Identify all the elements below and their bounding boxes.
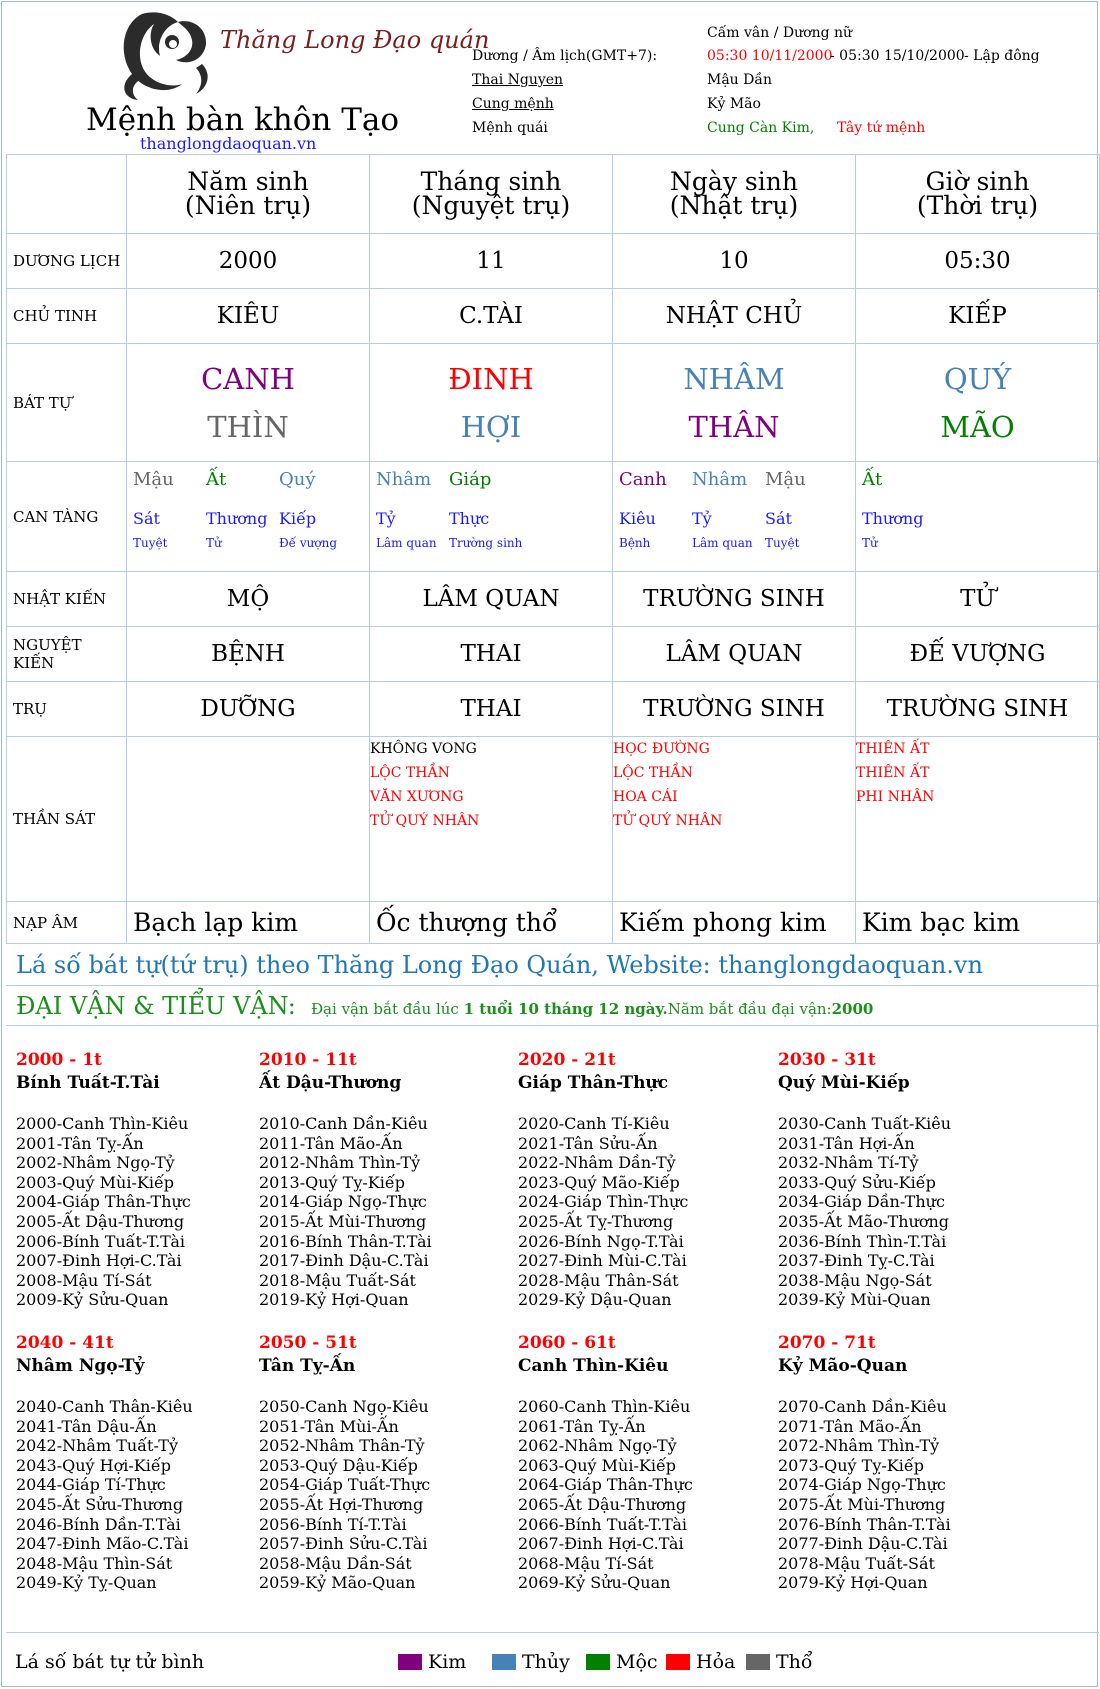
value-cell: DƯỠNG bbox=[127, 682, 370, 737]
period-heading: 2020 - 21t bbox=[518, 1050, 616, 1070]
legend-item bbox=[492, 1651, 570, 1673]
year-item: 2038-Mậu Ngọ-Sát bbox=[778, 1270, 932, 1290]
year-item: 2051-Tân Mùi-Ấn bbox=[259, 1416, 399, 1436]
brand-text: Thăng Long Đạo quán bbox=[220, 26, 490, 54]
year-item: 2032-Nhâm Tí-Tỷ bbox=[778, 1153, 919, 1173]
can-tang-cell bbox=[613, 462, 856, 572]
year-item: 2062-Nhâm Ngọ-Tỷ bbox=[518, 1436, 677, 1456]
year-item: 2041-Tân Dậu-Ấn bbox=[16, 1416, 157, 1436]
dai-van-header bbox=[6, 986, 1099, 1026]
year-item: 2000-Canh Thìn-Kiêu bbox=[16, 1114, 189, 1133]
legend-swatch bbox=[666, 1654, 690, 1670]
year-item: 2014-Giáp Ngọ-Thực bbox=[259, 1192, 427, 1212]
year-item: 2030-Canh Tuất-Kiêu bbox=[778, 1114, 952, 1133]
pillar-cell bbox=[613, 344, 856, 462]
year-item: 2016-Bính Thân-T.Tài bbox=[259, 1231, 432, 1251]
year-item: 2009-Kỷ Sửu-Quan bbox=[16, 1290, 169, 1310]
year-item: 2068-Mậu Tí-Sát bbox=[518, 1553, 654, 1573]
year-list bbox=[518, 1114, 768, 1310]
menh-quai-label: Mệnh quái bbox=[472, 120, 548, 136]
year-item: 2024-Giáp Thìn-Thực bbox=[518, 1192, 689, 1212]
year-item: 2072-Nhâm Thìn-Tỷ bbox=[778, 1436, 940, 1456]
year-item: 2028-Mậu Thân-Sát bbox=[518, 1270, 679, 1290]
row-label: TRỤ bbox=[7, 682, 127, 737]
heavenly-stem: NHÂM bbox=[683, 361, 785, 396]
year-item: 2007-Đinh Hợi-C.Tài bbox=[16, 1251, 182, 1271]
year-item: 2015-Ất Mùi-Thương bbox=[259, 1211, 427, 1231]
year-item: 2076-Bính Thân-T.Tài bbox=[778, 1514, 951, 1534]
place-value: Mậu Dần bbox=[707, 72, 772, 88]
chu-tinh-row bbox=[7, 289, 1100, 344]
heavenly-stem: CANH bbox=[201, 361, 295, 396]
person-info: Cấm vân / Dương nữ bbox=[707, 25, 853, 41]
than-sat-item: TỬ QUÝ NHÂN bbox=[613, 813, 723, 829]
dai-van-period bbox=[778, 1331, 1028, 1593]
than-sat-cell bbox=[856, 737, 1100, 902]
value-cell: MỘ bbox=[127, 572, 370, 627]
nap-am-cell: Bạch lạp kim bbox=[127, 902, 370, 944]
value-cell: THAI bbox=[370, 682, 613, 737]
than-sat-item: HOA CÁI bbox=[613, 789, 678, 805]
solar-date: 05:30 10/11/2000 bbox=[707, 48, 833, 64]
year-item: 2019-Kỷ Hợi-Quan bbox=[259, 1290, 409, 1310]
year-list bbox=[16, 1397, 266, 1593]
than-sat-cell bbox=[613, 737, 856, 902]
dai-van-period bbox=[16, 1048, 266, 1310]
hidden-stem: Ất bbox=[862, 468, 883, 490]
row-label: NHẬT KIẾN bbox=[7, 572, 127, 627]
year-item: 2002-Nhâm Ngọ-Tỷ bbox=[16, 1153, 175, 1173]
year-item: 2070-Canh Dần-Kiêu bbox=[778, 1397, 947, 1416]
earthly-branch: THÂN bbox=[688, 409, 780, 444]
earthly-branch: MÃO bbox=[940, 409, 1015, 444]
hidden-stem-stage: Tuyệt bbox=[133, 535, 168, 550]
than-sat-item: TỬ QUÝ NHÂN bbox=[370, 813, 480, 829]
row-label: DƯƠNG LỊCH bbox=[7, 234, 127, 289]
period-heading: 2010 - 11t bbox=[259, 1050, 357, 1070]
value-cell: TRƯỜNG SINH bbox=[613, 682, 856, 737]
year-item: 2077-Đinh Dậu-C.Tài bbox=[778, 1534, 948, 1554]
year-item: 2054-Giáp Tuất-Thực bbox=[259, 1475, 431, 1495]
value-cell: LÂM QUAN bbox=[370, 572, 613, 627]
value-cell: KIÊU bbox=[127, 289, 370, 344]
than-sat-row bbox=[7, 737, 1100, 902]
hidden-stem-stage: Tuyệt bbox=[765, 535, 800, 550]
year-item: 2006-Bính Tuất-T.Tài bbox=[16, 1231, 186, 1251]
calendar-label: Dương / Âm lịch(GMT+7): bbox=[472, 48, 658, 64]
value-cell: THAI bbox=[370, 627, 613, 682]
hidden-stem: Giáp bbox=[449, 468, 492, 490]
hidden-stem-god: Kiếp bbox=[279, 508, 317, 528]
hidden-stem-god: Thương bbox=[206, 508, 268, 528]
pillar-cell bbox=[856, 344, 1100, 462]
year-item: 2071-Tân Mão-Ấn bbox=[778, 1416, 922, 1436]
than-sat-cell bbox=[127, 737, 370, 902]
legend-swatch bbox=[586, 1654, 610, 1670]
row-label: CHỦ TINH bbox=[7, 289, 127, 344]
year-item: 2035-Ất Mão-Thương bbox=[778, 1211, 950, 1231]
hidden-stem: Mậu bbox=[765, 468, 806, 490]
than-sat-item: THIÊN ẤT bbox=[856, 741, 930, 757]
legend-item bbox=[586, 1651, 658, 1673]
year-item: 2034-Giáp Dần-Thực bbox=[778, 1192, 945, 1212]
nap-am-cell: Ốc thượng thổ bbox=[370, 902, 613, 944]
year-item: 2043-Quý Hợi-Kiếp bbox=[16, 1455, 171, 1475]
than-sat-item: VĂN XƯƠNG bbox=[370, 789, 464, 805]
hidden-stem: Nhâm bbox=[692, 468, 748, 490]
cung-menh-label: Cung mệnh bbox=[472, 96, 554, 112]
legend-swatch bbox=[398, 1654, 422, 1670]
footer-label: Lá số bát tự tử bình bbox=[15, 1651, 205, 1673]
than-sat-item: LỘC THẦN bbox=[370, 765, 450, 781]
than-sat-item: KHÔNG VONG bbox=[370, 741, 477, 757]
hidden-stem-god: Kiêu bbox=[619, 508, 656, 528]
pillar-cell bbox=[127, 344, 370, 462]
year-item: 2008-Mậu Tí-Sát bbox=[16, 1270, 152, 1290]
nhat-kien-row bbox=[7, 572, 1100, 627]
year-item: 2056-Bính Tí-T.Tài bbox=[259, 1514, 407, 1534]
year-item: 2048-Mậu Thìn-Sát bbox=[16, 1553, 173, 1573]
year-item: 2029-Kỷ Dậu-Quan bbox=[518, 1290, 672, 1310]
year-item: 2047-Đinh Mão-C.Tài bbox=[16, 1534, 189, 1554]
than-sat-item: PHI NHÂN bbox=[856, 789, 935, 805]
legend-label: Hỏa bbox=[696, 1651, 736, 1673]
pillar-cell bbox=[370, 344, 613, 462]
hidden-stem: Ất bbox=[206, 468, 227, 490]
value-cell: NHẬT CHỦ bbox=[613, 289, 856, 344]
year-item: 2017-Đinh Dậu-C.Tài bbox=[259, 1251, 429, 1271]
hidden-stem-stage: Bệnh bbox=[619, 535, 651, 550]
year-item: 2012-Nhâm Thìn-Tỷ bbox=[259, 1153, 421, 1173]
banner-row bbox=[6, 944, 1099, 986]
hidden-stem-stage: Trường sinh bbox=[449, 535, 523, 550]
page-title: Mệnh bàn khôn Tạo bbox=[86, 102, 400, 138]
nap-am-row bbox=[7, 902, 1100, 944]
than-sat-item: LỘC THẦN bbox=[613, 765, 693, 781]
period-pillar: Ất Dậu-Thương bbox=[259, 1073, 402, 1093]
value-cell: BỆNH bbox=[127, 627, 370, 682]
than-sat-item: THIÊN ẤT bbox=[856, 765, 930, 781]
can-tang-row bbox=[7, 462, 1100, 572]
hidden-stem-stage: Tử bbox=[206, 535, 222, 550]
value-cell: 05:30 bbox=[856, 234, 1100, 289]
year-item: 2020-Canh Tí-Kiêu bbox=[518, 1114, 670, 1133]
legend-label: Thủy bbox=[522, 1651, 570, 1673]
hidden-stem: Nhâm bbox=[376, 468, 432, 490]
period-pillar: Kỷ Mão-Quan bbox=[778, 1356, 908, 1376]
heavenly-stem: QUÝ bbox=[943, 361, 1012, 396]
hidden-stem: Mậu bbox=[133, 468, 174, 490]
pillars-table bbox=[6, 154, 1100, 944]
year-item: 2053-Quý Dậu-Kiếp bbox=[259, 1455, 418, 1475]
year-item: 2003-Quý Mùi-Kiếp bbox=[16, 1172, 175, 1192]
nap-am-cell: Kim bạc kim bbox=[856, 902, 1100, 944]
website-link[interactable]: thanglongdaoquan.vn bbox=[140, 134, 317, 153]
year-item: 2045-Ất Sửu-Thương bbox=[16, 1494, 184, 1514]
year-item: 2004-Giáp Thân-Thực bbox=[16, 1192, 191, 1212]
row-label: CAN TÀNG bbox=[7, 462, 127, 572]
period-heading: 2000 - 1t bbox=[16, 1050, 102, 1070]
col-day: Ngày sinh (Nhật trụ) bbox=[613, 155, 856, 234]
col-hour: Giờ sinh (Thời trụ) bbox=[856, 155, 1100, 234]
year-item: 2022-Nhâm Dần-Tỷ bbox=[518, 1153, 676, 1173]
tru-row bbox=[7, 682, 1100, 737]
can-tang-cell bbox=[370, 462, 613, 572]
period-pillar: Quý Mùi-Kiếp bbox=[778, 1073, 910, 1093]
row-label: NGUYỆT KIẾN bbox=[7, 627, 127, 682]
dai-van-period bbox=[518, 1331, 768, 1593]
dragon-logo bbox=[112, 4, 490, 102]
dai-van-title: ĐẠI VẬN & TIỂU VẬN: bbox=[16, 992, 296, 1020]
period-pillar: Giáp Thân-Thực bbox=[518, 1073, 669, 1093]
dai-van-period bbox=[16, 1331, 266, 1593]
year-item: 2058-Mậu Dần-Sát bbox=[259, 1553, 412, 1573]
year-item: 2044-Giáp Tí-Thực bbox=[16, 1475, 166, 1495]
value-cell: 2000 bbox=[127, 234, 370, 289]
year-item: 2011-Tân Mão-Ấn bbox=[259, 1133, 403, 1153]
year-item: 2066-Bính Tuất-T.Tài bbox=[518, 1514, 688, 1534]
year-item: 2023-Quý Mão-Kiếp bbox=[518, 1172, 680, 1192]
earthly-branch: HỢI bbox=[460, 409, 522, 444]
period-heading: 2070 - 71t bbox=[778, 1333, 876, 1353]
hidden-stem-stage: Lâm quan bbox=[376, 535, 437, 550]
can-tang-cell bbox=[127, 462, 370, 572]
than-sat-cell bbox=[370, 737, 613, 902]
nguyet-kien-row bbox=[7, 627, 1100, 682]
cung-menh-value: Kỷ Mão bbox=[707, 96, 761, 112]
year-item: 2033-Quý Sửu-Kiếp bbox=[778, 1172, 936, 1192]
can-tang-cell bbox=[856, 462, 1100, 572]
value-cell: 10 bbox=[613, 234, 856, 289]
year-item: 2001-Tân Tỵ-Ấn bbox=[16, 1133, 144, 1153]
year-item: 2057-Đinh Sửu-C.Tài bbox=[259, 1534, 428, 1554]
period-pillar: Canh Thìn-Kiêu bbox=[518, 1356, 669, 1376]
row-label: NẠP ÂM bbox=[7, 902, 127, 944]
year-item: 2055-Ất Hợi-Thương bbox=[259, 1494, 424, 1514]
year-list bbox=[778, 1397, 1028, 1593]
lunar-date: - 05:30 15/10/2000 bbox=[830, 48, 965, 64]
year-item: 2026-Bính Ngọ-T.Tài bbox=[518, 1231, 684, 1251]
hidden-stem-god: Tỷ bbox=[376, 508, 396, 528]
legend-label: Thổ bbox=[776, 1651, 813, 1673]
col-year: Năm sinh (Niên trụ) bbox=[127, 155, 370, 234]
year-item: 2042-Nhâm Tuất-Tỷ bbox=[16, 1436, 178, 1456]
dai-van-period bbox=[778, 1048, 1028, 1310]
year-list bbox=[259, 1397, 509, 1593]
year-item: 2039-Kỷ Mùi-Quan bbox=[778, 1290, 931, 1310]
year-item: 2079-Kỷ Hợi-Quan bbox=[778, 1573, 928, 1593]
legend-swatch bbox=[746, 1654, 770, 1670]
year-item: 2060-Canh Thìn-Kiêu bbox=[518, 1397, 691, 1416]
period-heading: 2030 - 31t bbox=[778, 1050, 876, 1070]
earthly-branch: THÌN bbox=[207, 409, 289, 444]
hidden-stem-stage: Lâm quan bbox=[692, 535, 753, 550]
hidden-stem-god: Thực bbox=[449, 508, 490, 528]
hidden-stem-stage: Đế vượng bbox=[279, 535, 338, 550]
banner-text: Lá số bát tự(tứ trụ) theo Thăng Long Đạo Quán, Website: thanglongdaoquan.vn bbox=[16, 951, 983, 979]
footer bbox=[6, 1632, 1099, 1685]
year-item: 2027-Đinh Mùi-C.Tài bbox=[518, 1251, 687, 1271]
year-item: 2018-Mậu Tuất-Sát bbox=[259, 1270, 416, 1290]
hidden-stem-god: Thương bbox=[862, 508, 924, 528]
year-item: 2005-Ất Dậu-Thương bbox=[16, 1211, 185, 1231]
menh-quai-value: Cung Càn Kim, bbox=[707, 120, 815, 136]
year-item: 2061-Tân Tỵ-Ấn bbox=[518, 1416, 646, 1436]
year-item: 2010-Canh Dần-Kiêu bbox=[259, 1114, 428, 1133]
year-list bbox=[778, 1114, 1028, 1310]
legend-item bbox=[398, 1651, 466, 1673]
year-item: 2075-Ất Mùi-Thương bbox=[778, 1494, 946, 1514]
year-item: 2074-Giáp Ngọ-Thực bbox=[778, 1475, 946, 1495]
dai-van-note: Đại vận bắt đầu lúc 1 tuổi 10 tháng 12 ngày.Năm bắt đầu đại vận:2000 bbox=[310, 1000, 874, 1018]
year-item: 2049-Kỷ Tỵ-Quan bbox=[16, 1573, 157, 1593]
year-item: 2031-Tân Hợi-Ấn bbox=[778, 1133, 915, 1153]
year-item: 2046-Bính Dần-T.Tài bbox=[16, 1514, 181, 1534]
year-item: 2021-Tân Sửu-Ấn bbox=[518, 1133, 658, 1153]
year-item: 2063-Quý Mùi-Kiếp bbox=[518, 1455, 677, 1475]
legend-item bbox=[666, 1651, 735, 1673]
hidden-stem-god: Sát bbox=[765, 508, 792, 528]
hidden-stem-god: Sát bbox=[133, 508, 160, 528]
value-cell: LÂM QUAN bbox=[613, 627, 856, 682]
bat-tu-row bbox=[7, 344, 1100, 462]
period-pillar: Tân Tỵ-Ấn bbox=[259, 1356, 356, 1376]
legend-item bbox=[746, 1651, 813, 1673]
year-item: 2036-Bính Thìn-T.Tài bbox=[778, 1231, 947, 1251]
year-item: 2064-Giáp Thân-Thực bbox=[518, 1475, 693, 1495]
year-list bbox=[259, 1114, 509, 1310]
dai-van-period bbox=[518, 1048, 768, 1310]
menh-quai-group: Tây tứ mệnh bbox=[837, 120, 926, 136]
year-item: 2013-Quý Tỵ-Kiếp bbox=[259, 1172, 405, 1192]
corner-cell bbox=[7, 155, 127, 234]
value-cell: C.TÀI bbox=[370, 289, 613, 344]
year-list bbox=[518, 1397, 768, 1593]
hidden-stem: Canh bbox=[619, 468, 667, 490]
year-item: 2040-Canh Thân-Kiêu bbox=[16, 1397, 193, 1416]
solar-term: - Lập đông bbox=[964, 48, 1040, 64]
than-sat-item: HỌC ĐƯỜNG bbox=[613, 741, 710, 757]
dai-van-period bbox=[259, 1048, 509, 1310]
nap-am-cell: Kiếm phong kim bbox=[613, 902, 856, 944]
year-item: 2073-Quý Tỵ-Kiếp bbox=[778, 1455, 924, 1475]
value-cell: TỬ bbox=[856, 572, 1100, 627]
year-list bbox=[16, 1114, 266, 1310]
dai-van-period bbox=[259, 1331, 509, 1593]
col-month: Tháng sinh (Nguyệt trụ) bbox=[370, 155, 613, 234]
period-pillar: Bính Tuất-T.Tài bbox=[16, 1073, 160, 1093]
value-cell: 11 bbox=[370, 234, 613, 289]
year-item: 2050-Canh Ngọ-Kiêu bbox=[259, 1397, 429, 1416]
value-cell: ĐẾ VƯỢNG bbox=[856, 627, 1100, 682]
pillar-header-row bbox=[7, 155, 1100, 234]
row-label: BÁT TỰ bbox=[7, 344, 127, 462]
heavenly-stem: ĐINH bbox=[448, 361, 534, 396]
year-item: 2059-Kỷ Mão-Quan bbox=[259, 1573, 416, 1593]
year-item: 2025-Ất Tỵ-Thương bbox=[518, 1211, 674, 1231]
period-heading: 2060 - 61t bbox=[518, 1333, 616, 1353]
year-item: 2052-Nhâm Thân-Tỷ bbox=[259, 1436, 425, 1456]
year-item: 2069-Kỷ Sửu-Quan bbox=[518, 1573, 671, 1593]
legend-swatch bbox=[492, 1654, 516, 1670]
value-cell: KIẾP bbox=[856, 289, 1100, 344]
place-label: Thai Nguyen bbox=[472, 72, 564, 88]
row-label: THẦN SÁT bbox=[7, 737, 127, 902]
period-pillar: Nhâm Ngọ-Tỷ bbox=[16, 1356, 145, 1376]
hidden-stem-god: Tỷ bbox=[692, 508, 712, 528]
legend-label: Mộc bbox=[616, 1651, 658, 1673]
hidden-stem-stage: Tử bbox=[862, 535, 878, 550]
year-item: 2065-Ất Dậu-Thương bbox=[518, 1494, 687, 1514]
period-heading: 2040 - 41t bbox=[16, 1333, 114, 1353]
year-item: 2037-Đinh Tỵ-C.Tài bbox=[778, 1251, 935, 1271]
period-heading: 2050 - 51t bbox=[259, 1333, 357, 1353]
legend-label: Kim bbox=[428, 1651, 467, 1673]
duong-lich-row bbox=[7, 234, 1100, 289]
year-item: 2067-Đinh Hợi-C.Tài bbox=[518, 1534, 684, 1554]
value-cell: TRƯỜNG SINH bbox=[613, 572, 856, 627]
hidden-stem: Quý bbox=[279, 468, 316, 490]
value-cell: TRƯỜNG SINH bbox=[856, 682, 1100, 737]
year-item: 2078-Mậu Tuất-Sát bbox=[778, 1553, 935, 1573]
